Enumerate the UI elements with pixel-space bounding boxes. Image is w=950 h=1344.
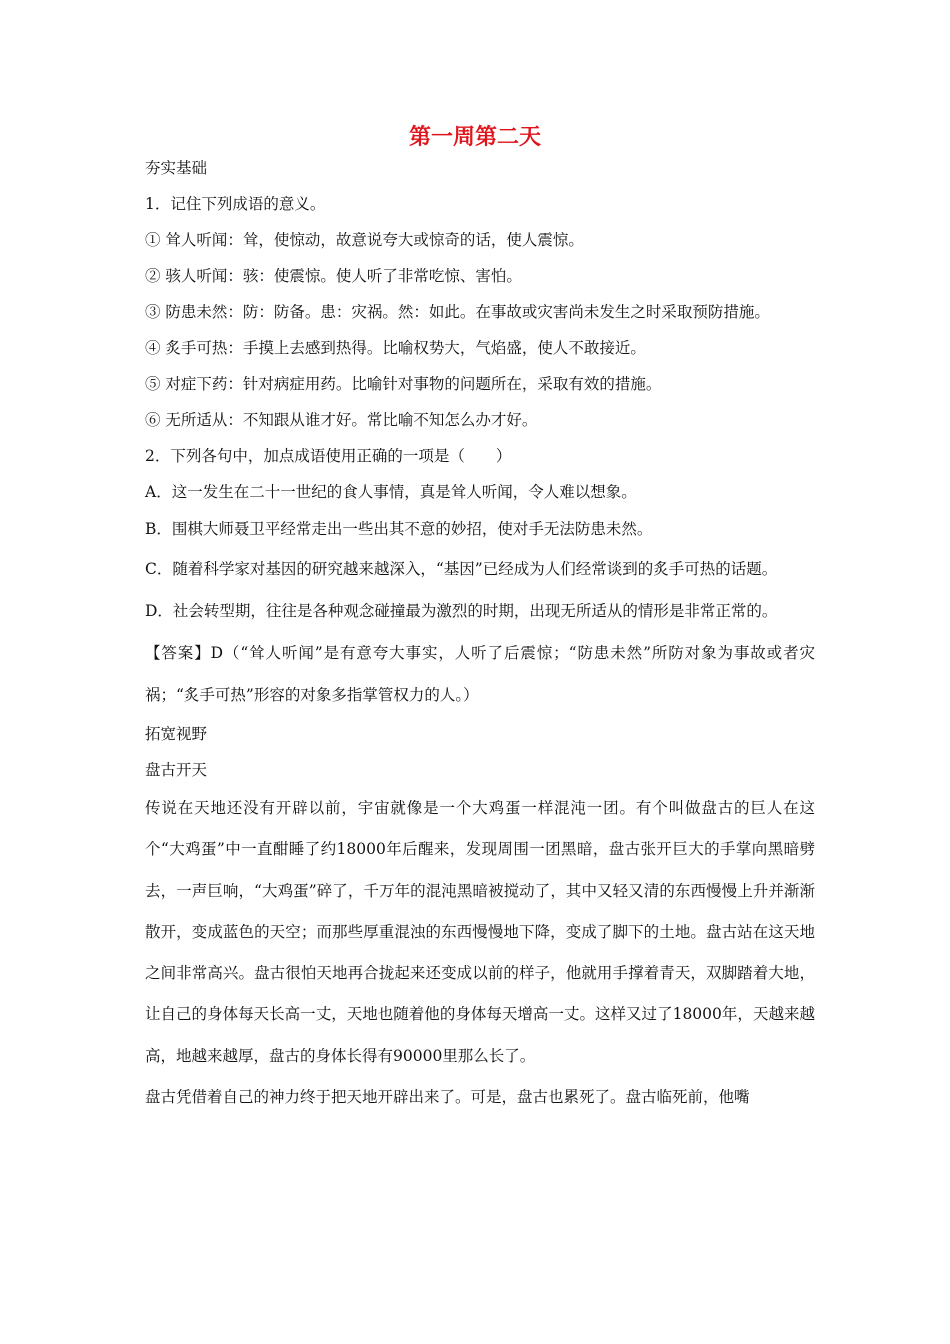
idiom-item-3: ③ 防患未然：防：防备。患：灾祸。然：如此。在事故或灾害尚未发生之时采取预防措施。 [145,303,770,321]
option-a: A．这一发生在二十一世纪的食人事情，真是耸人听闻，令人难以想象。 [145,483,637,501]
section-heading-extension: 拓宽视野 [145,725,208,743]
idiom-item-6: ⑥ 无所适从：不知跟从谁才好。常比喻不知怎么办才好。 [145,411,538,429]
idiom-item-2: ② 骇人听闻：骇：使震惊。使人听了非常吃惊、害怕。 [145,267,522,285]
option-d: D．社会转型期，往往是各种观念碰撞最为激烈的时期，出现无所适从的情形是非常正常的。 [145,602,778,620]
answer-explanation: 【答案】D（“耸人听闻”是有意夸大事实，人听了后震惊；“防患未然”所防对象为事故或者灾祸；“炙手可热”形容的对象多指掌管权力的人。） [145,644,815,704]
option-c: C．随着科学家对基因的研究越来越深入，“基因”已经成为人们经常谈到的炙手可热的话题。 [145,560,778,578]
idiom-item-5: ⑤ 对症下药：针对病症用药。比喻针对事物的问题所在，采取有效的措施。 [145,375,662,393]
document-body [145,150,815,1118]
idiom-item-4: ④ 炙手可热：手摸上去感到热得。比喻权势大，气焰盛，使人不敢接近。 [145,339,646,357]
option-b: B．围棋大师聂卫平经常走出一些出其不意的妙招，使对手无法防患未然。 [145,520,653,538]
page-title: 第一周第二天 [408,124,541,150]
story-paragraph-1: 传说在天地还没有开辟以前，宇宙就像是一个大鸡蛋一样混沌一团。有个叫做盘古的巨人在这个“大鸡蛋”中一直酣睡了约18000年后醒来，发现周围一团黑暗，盘古张开巨大的手掌向黑暗劈去，一声巨响，“大鸡蛋”碎了，千万年的混沌黑暗被搅动了，其中又轻又清的东西慢慢上升并渐渐散开，变成蓝色的天空；而那些厚重混浊的东西慢慢地下降，变成了脚下的土地。盘古站在这天地之间非常高兴。盘古很怕天地再合拢起来还变成以前的样子，他就用手撑着青天，双脚踏着大地，让自己的身体每天长高一丈，天地也随着他的身体每天增高一丈。这样又过了18000年，天越来越高，地越来越厚，盘古的身体长得有90000里那么长了。 [145,799,815,1065]
idiom-item-1: ① 耸人听闻：耸，使惊动，故意说夸大或惊奇的话，使人震惊。 [145,231,584,249]
question-2-stem: 2．下列各句中，加点成语使用正确的一项是（ ） [145,447,512,465]
question-1-stem: 1．记住下列成语的意义。 [145,195,326,213]
story-title: 盘古开天 [145,761,208,779]
section-heading-basics: 夯实基础 [145,159,208,177]
story-paragraph-2: 盘古凭借着自己的神力终于把天地开辟出来了。可是，盘古也累死了。盘古临死前，他嘴 [145,1088,750,1107]
